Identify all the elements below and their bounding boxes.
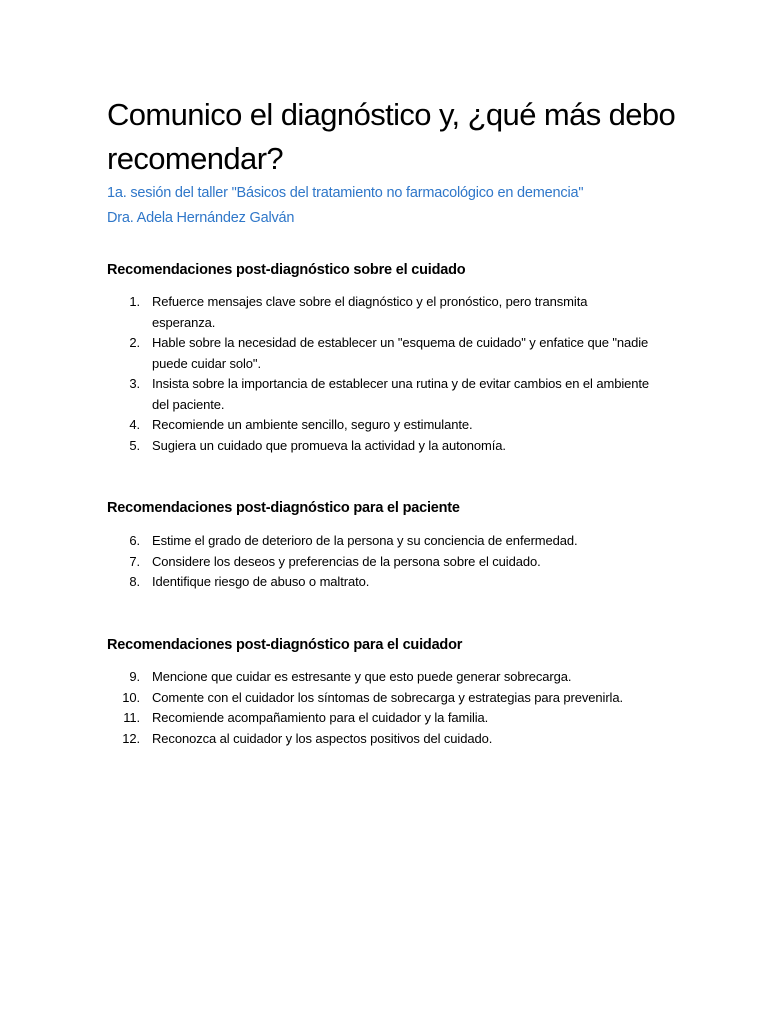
item-number: 1. xyxy=(129,294,140,309)
item-number: 11. xyxy=(123,710,140,725)
item-text: Recomiende acompañamiento para el cuidador y la familia. xyxy=(152,710,489,725)
list-item xyxy=(0,415,768,436)
item-text: Hable sobre la necesidad de establecer un "esquema de cuidado" y enfatice que "nadie puede cuidar solo". xyxy=(152,335,649,371)
item-text: Recomiende un ambiente sencillo, seguro y estimulante. xyxy=(152,417,473,432)
section-heading-caregiver: Recomendaciones post-diagnóstico para el cuidador xyxy=(107,637,463,653)
item-text: Reconozca al cuidador y los aspectos positivos del cuidado. xyxy=(152,730,493,746)
item-number: 6. xyxy=(129,533,140,548)
item-number: 3. xyxy=(129,376,140,391)
recommendation-list-patient xyxy=(0,531,768,593)
list-item xyxy=(0,729,768,750)
item-text: Comente con el cuidador los síntomas de sobrecarga y estrategias para prevenirla. xyxy=(152,689,623,705)
item-number: 2. xyxy=(129,335,140,350)
section-heading-patient: Recomendaciones post-diagnóstico para el paciente xyxy=(107,500,460,516)
recommendation-list-care xyxy=(0,292,768,456)
workshop-subtitle: 1a. sesión del taller "Básicos del tratamiento no farmacológico en demencia" xyxy=(107,185,584,201)
section-heading-care: Recomendaciones post-diagnóstico sobre el cuidado xyxy=(107,262,466,278)
item-number: 5. xyxy=(129,437,140,453)
item-text: Identifique riesgo de abuso o maltrato. xyxy=(152,574,370,589)
list-item xyxy=(0,333,768,374)
list-item xyxy=(0,688,768,709)
item-text: Considere los deseos y preferencias de la persona sobre el cuidado. xyxy=(152,553,541,569)
list-item xyxy=(0,292,768,333)
item-number: 7. xyxy=(129,553,140,569)
item-number: 10. xyxy=(122,689,140,705)
item-text: Mencione que cuidar es estresante y que esto puede generar sobrecarga. xyxy=(152,669,572,684)
item-text: Insista sobre la importancia de establecer una rutina y de evitar cambios en el ambiente del paciente. xyxy=(152,376,650,412)
item-text: Sugiera un cuidado que promueva la actividad y la autonomía. xyxy=(152,437,506,453)
list-item xyxy=(0,531,768,552)
item-text: Estime el grado de deterioro de la persona y su conciencia de enfermedad. xyxy=(152,533,578,548)
list-item xyxy=(0,374,768,415)
item-number: 12. xyxy=(122,730,140,746)
list-item xyxy=(0,552,768,573)
item-text: Refuerce mensajes clave sobre el diagnóstico y el pronóstico, pero transmita esperanza. xyxy=(152,294,588,330)
item-number: 8. xyxy=(129,574,140,589)
item-number: 9. xyxy=(129,669,140,684)
recommendation-list-caregiver xyxy=(0,667,768,749)
item-number: 4. xyxy=(129,417,140,432)
list-item xyxy=(0,708,768,729)
page-title: Comunico el diagnóstico y, ¿qué más debo recomendar? xyxy=(107,97,676,176)
list-item xyxy=(0,667,768,688)
list-item xyxy=(0,572,768,593)
list-item xyxy=(0,436,768,457)
author-name: Dra. Adela Hernández Galván xyxy=(107,210,295,226)
